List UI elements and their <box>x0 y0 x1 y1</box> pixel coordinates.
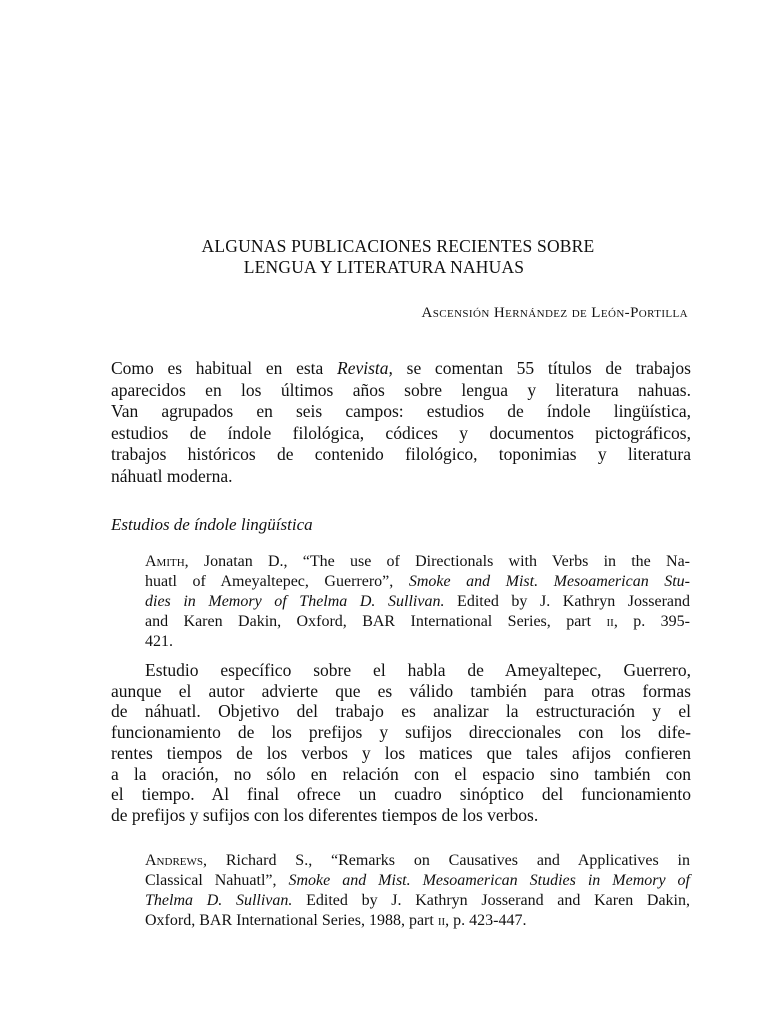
intro-line: náhuatl moderna. <box>111 465 233 486</box>
intro-line: aparecidos en los últimos años sobre lengua y literatura nahuas. <box>111 379 691 400</box>
intro-line: Van agrupados en seis campos: estudios de índole lingüística, <box>111 401 691 422</box>
ref-source-title: Thelma D. Sullivan. <box>145 892 293 909</box>
title-line-2: LENGUA Y LITERATURA NAHUAS <box>243 257 525 277</box>
para-line: de prefijos y sufijos con los diferentes tiempos de los verbos. <box>111 804 539 825</box>
ref-text: Richard S., “Remarks on Causatives and Applicatives in <box>207 852 690 869</box>
ref-text: Edited by J. Kathryn Josserand <box>444 593 691 610</box>
ref-text: Edited by J. Kathryn Josserand and Karen Dakin, <box>292 892 691 909</box>
para-line: Estudio específico sobre el habla de Ameyaltepec, Guerrero, <box>145 660 691 680</box>
para-line: el tiempo. Al final ofrece un cuadro sinóptico del funcionamiento <box>111 784 691 805</box>
bibliography-entry <box>145 552 690 652</box>
para-line: funcionamiento de los prefijos y sufijos direccionales con los dife- <box>111 722 691 743</box>
para-line: rentes tiempos de los verbos y los matices que tales afijos confieren <box>111 742 691 763</box>
title-line-1: ALGUNAS PUBLICACIONES RECIENTES SOBRE <box>201 236 595 256</box>
ref-author: Andrews, <box>145 852 207 869</box>
section-heading: Estudios de índole lingüística <box>111 515 313 534</box>
intro-paragraph <box>111 358 691 488</box>
ref-line <box>145 851 690 871</box>
ref-line <box>145 612 690 632</box>
ref-source-title: Smoke and Mist. Mesoamerican Studies in Memory of <box>288 872 690 889</box>
ref-line <box>145 572 690 592</box>
intro-line <box>111 358 691 380</box>
journal-name: Revista, <box>337 358 393 378</box>
ref-line <box>145 871 690 891</box>
ref-part-number: ii <box>437 912 446 929</box>
article-title <box>0 236 768 278</box>
intro-text: Como es habitual en esta <box>111 358 338 378</box>
ref-line <box>145 891 690 911</box>
ref-text: huatl of Ameyaltepec, Guerrero”, <box>145 573 409 590</box>
para-line: a la oración, no sólo en relación con el espacio sino también con <box>111 763 691 784</box>
ref-line <box>145 592 690 612</box>
ref-line <box>145 552 690 572</box>
ref-line: 421. <box>145 633 173 650</box>
annotation-paragraph <box>111 660 691 826</box>
ref-text: , p. 395- <box>613 613 690 630</box>
intro-line: estudios de índole filológica, códices y documentos pictográficos, <box>111 422 691 443</box>
ref-text: Oxford, BAR International Series, 1988, part <box>145 912 438 929</box>
ref-source-title: dies in Memory of Thelma D. Sullivan. <box>145 593 445 610</box>
intro-line: trabajos históricos de contenido filológico, toponimias y literatura <box>111 444 691 465</box>
ref-text: , p. 423-447. <box>445 912 527 929</box>
para-line: aunque el autor advierte que es válido también para otras formas <box>111 680 691 701</box>
intro-text: se comentan 55 títulos de trabajos <box>392 358 691 378</box>
ref-text: Jonatan D., “The use of Directionals with Verbs in the Na- <box>188 553 690 570</box>
ref-author: Amith, <box>145 553 189 570</box>
ref-source-title: Smoke and Mist. Mesoamerican Stu- <box>408 573 690 590</box>
ref-part-number: ii <box>606 613 614 630</box>
article-author: Ascensión Hernández de León-Portilla <box>421 305 688 321</box>
ref-line <box>145 911 690 931</box>
ref-text: and Karen Dakin, Oxford, BAR International Series, part <box>145 613 607 630</box>
ref-text: Classical Nahuatl”, <box>145 872 289 889</box>
bibliography-entry <box>145 851 690 931</box>
para-line: de náhuatl. Objetivo del trabajo es analizar la estructuración y el <box>111 701 691 722</box>
